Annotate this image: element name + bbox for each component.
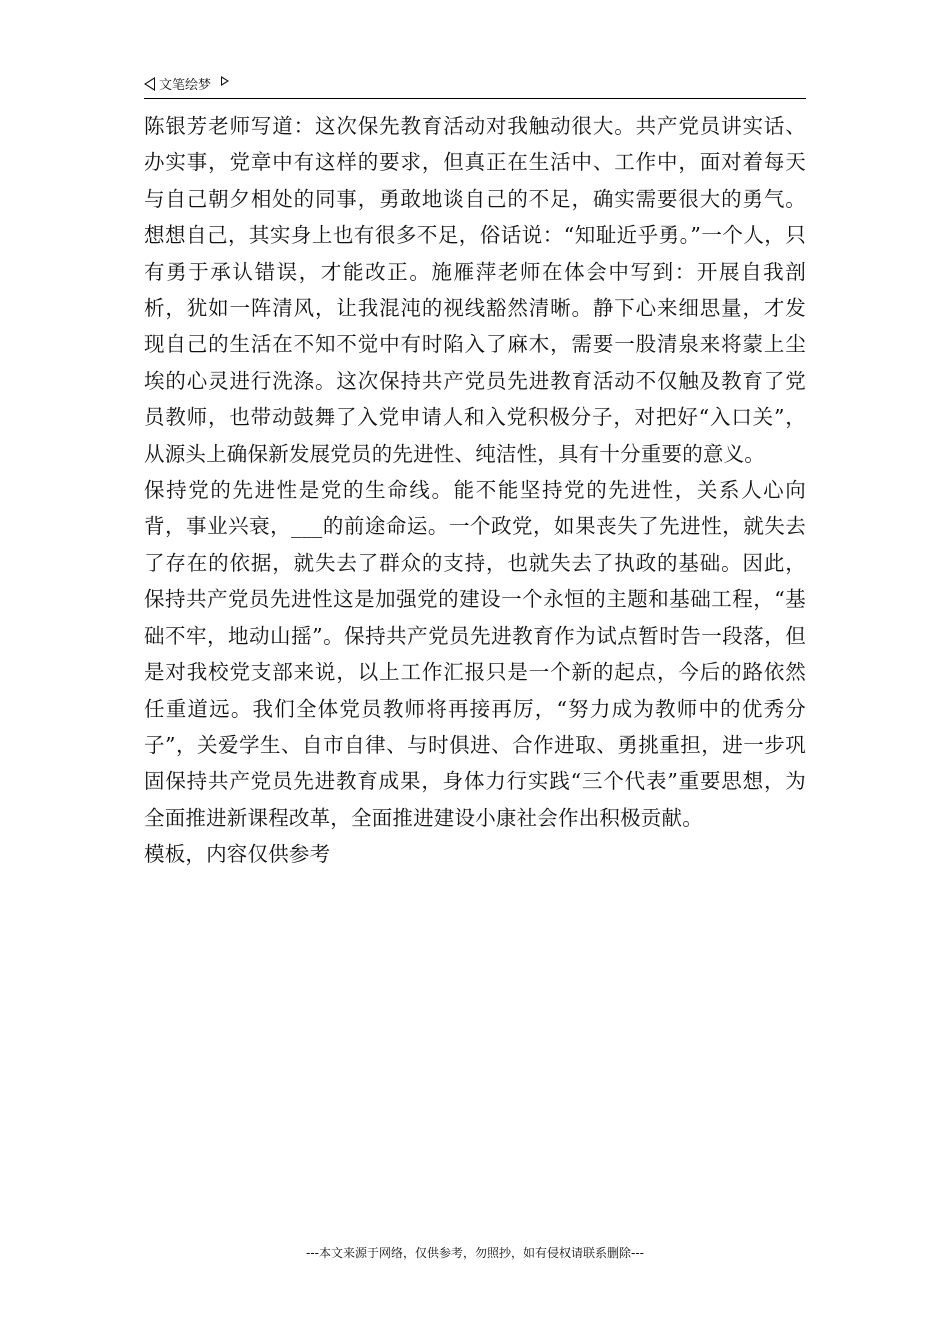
document-body: [144, 108, 806, 873]
triangle-right-icon: [221, 76, 229, 86]
header-title: 文笔绘梦: [159, 78, 212, 93]
paragraph-1: 陈银芳老师写道：这次保先教育活动对我触动很大。共产党员讲实话、办实事，党章中有这样的要求，但真正在生活中、工作中，面对着每天与自己朝夕相处的同事，勇敢地谈自己的不足，确实需要很大的勇气。想想自己，其实身上也有很多不足，俗话说：“知耻近乎勇。”一个人，只有勇于承认错误，才能改正。施雁萍老师在体会中写到：开展自我剖析，犹如一阵清风，让我混沌的视线豁然清晰。静下心来细思量，才发现自己的生活在不知不觉中有时陷入了麻木，需要一股清泉来将蒙上尘埃的心灵进行洗涤。这次保持共产党员先进教育活动不仅触及教育了党员教师，也带动鼓舞了入党申请人和入党积极分子，对把好“入口关”，从源头上确保新发展党员的先进性、纯洁性，具有十分重要的意义。: [144, 114, 806, 466]
page-footer: ---本文来源于网络，仅供参考，勿照抄，如有侵权请联系删除---: [306, 1246, 644, 1260]
header-brand: [144, 74, 229, 93]
page-header: [144, 72, 806, 99]
paragraph-3: 模板，内容仅供参考: [144, 842, 331, 867]
triangle-left-icon: [144, 77, 155, 91]
paragraph-2: 保持党的先进性是党的生命线。能不能坚持党的先进性，关系人心向背，事业兴衰，___的前途命运。一个政党，如果丧失了先进性，就失去了存在的依据，就失去了群众的支持，也就失去了执政的基础。因此，保持共产党员先进性这是加强党的建设一个永恒的主题和基础工程，“基础不牢，地动山摇”。保持共产党员先进教育作为试点暂时告一段落，但是对我校党支部来说，以上工作汇报只是一个新的起点，今后的路依然任重道远。我们全体党员教师将再接再厉，“努力成为教师中的优秀分子”，关爱学生、自市自律、与时俱进、合作进取、勇挑重担，进一步巩固保持共产党员先进教育成果，身体力行实践“三个代表”重要思想，为全面推进新课程改革，全面推进建设小康社会作出积极贡献。: [144, 478, 806, 830]
